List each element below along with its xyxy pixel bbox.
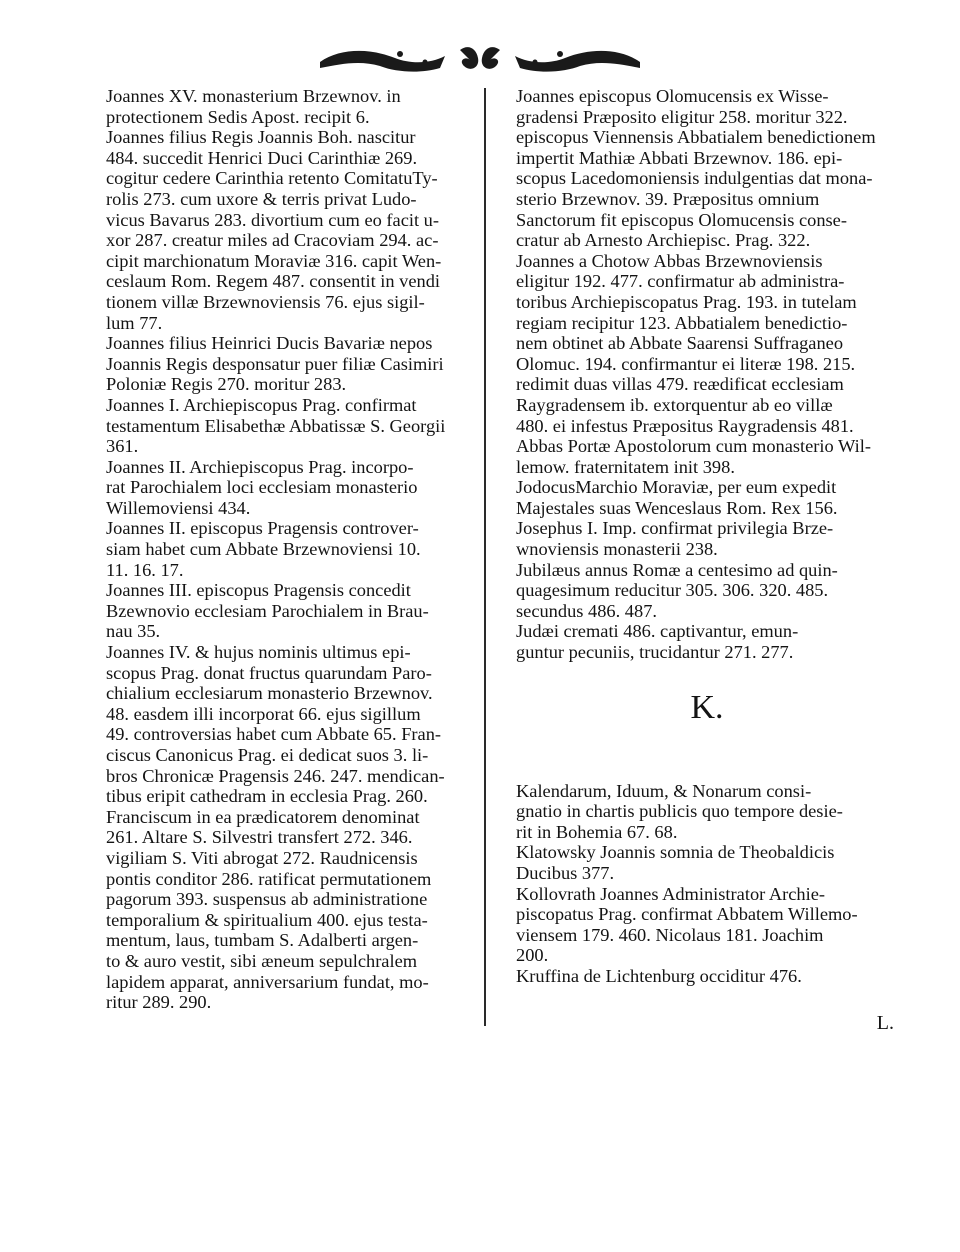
entry-joannes-xv [82, 86, 480, 127]
text-line: Kruffina de Lichtenburg occiditur 476. [516, 965, 802, 986]
text-line: Joannes IV. & hujus nominis ultimus epi- [106, 642, 411, 663]
text-line: guntur pecuniis, trucidantur 271. 277. [516, 642, 794, 663]
text-line: Abbas Portæ Apostolorum cum monasterio Wil- [516, 436, 871, 457]
text-line: rit in Bohemia 67. 68. [516, 821, 678, 842]
right-column [492, 86, 922, 987]
entry-joannes-episcopus-olomucensis [492, 86, 922, 251]
text-line: regiam recipitur 123. Abbatialem benedictio- [516, 312, 848, 333]
text-line: 49. controversias habet cum Abbate 65. Fran- [106, 724, 442, 745]
text-line: ritur 289. 290. [106, 992, 212, 1013]
text-line: Joannes II. episcopus Pragensis controver- [106, 518, 419, 539]
text-line: lemow. fraternitatem init 398. [516, 456, 735, 477]
text-line: rolis 273. cum uxore & terris privat Ludo- [106, 188, 417, 209]
text-line: Bzewnovio ecclesiam Parochialem in Brau- [106, 600, 429, 621]
catchword: L. [876, 1012, 894, 1034]
text-line: Judæi cremati 486. captivantur, emun- [516, 621, 799, 642]
text-line: scopus Prag. donat fructus quarundam Paro- [106, 662, 432, 683]
text-line: cratur ab Arnesto Archiepisc. Prag. 322. [516, 230, 811, 251]
text-line: temporalium & spiritualium 400. ejus testa- [106, 909, 428, 930]
text-line: vigiliam S. Viti abrogat 272. Raudnicensis [106, 847, 418, 868]
entry-klatowsky [492, 842, 922, 883]
text-line: xor 287. creatur miles ad Cracoviam 294. ac- [106, 230, 439, 251]
entry-jodocus [492, 477, 922, 518]
text-line: quagesimum reducitur 305. 306. 320. 485. [516, 580, 829, 601]
text-line: piscopatus Prag. confirmat Abbatem Willemo- [516, 904, 858, 925]
column-divider [484, 88, 486, 1026]
entry-judaei [492, 621, 922, 662]
header-ornament [300, 38, 660, 80]
text-line: Ducibus 377. [516, 863, 615, 883]
text-line: pagorum 393. suspensus ab administratione [106, 889, 428, 910]
text-line: 200. [516, 945, 549, 966]
entry-joannes-filius-heinrici [82, 333, 480, 395]
text-line: protectionem Sedis Apost. recipit 6. [106, 106, 370, 127]
text-line: Joannes filius Heinrici Ducis Bavariæ nepos [106, 333, 433, 354]
text-line: Joannes III. episcopus Pragensis concedit [106, 580, 411, 601]
text-line: Klatowsky Joannis somnia de Theobaldicis [516, 842, 835, 863]
text-line: 361. [106, 436, 139, 457]
text-line: Majestales suas Wenceslaus Rom. Rex 156. [516, 497, 838, 518]
text-line: impertit Mathiæ Abbati Brzewnov. 186. epi- [516, 147, 843, 168]
text-line: eligitur 192. 477. confirmatur ab administra- [516, 271, 845, 292]
text-line: pontis conditor 286. ratificat permutationem [106, 868, 432, 889]
text-line: Poloniæ Regis 270. moritur 283. [106, 374, 347, 395]
text-line: 11. 16. 17. [106, 559, 184, 580]
text-line: Jubilæus annus Romæ a centesimo ad quin- [516, 559, 838, 580]
text-line: lum 77. [106, 312, 163, 333]
entry-joannes-a-chotow [492, 251, 922, 478]
text-line: tionem villæ Brzewnoviensis 76. ejus sigil- [106, 291, 425, 312]
text-line: Joannes II. Archiepiscopus Prag. incorpo- [106, 456, 414, 477]
entry-kruffina [492, 966, 922, 987]
entry-joannes-iv [82, 642, 480, 1013]
text-line: bros Chronicæ Pragensis 246. 247. mendican- [106, 765, 445, 786]
text-line: lapidem apparat, anniversarium fundat, mo- [106, 971, 429, 992]
text-line: gnatio in chartis publicis quo tempore desie- [516, 801, 843, 822]
entry-kalendarum [492, 781, 922, 843]
entry-joannes-ii-archiepiscopus [82, 457, 480, 519]
text-line: testamentum Elisabethæ Abbatissæ S. Georgii [106, 415, 446, 436]
text-line: sterio Brzewnov. 39. Præpositus omnium [516, 188, 820, 209]
text-line: 480. ei infestus Præpositus Raygradensis 481. [516, 415, 854, 436]
text-line: Joannes XV. monasterium Brzewnov. in [106, 86, 401, 106]
text-line: episcopus Viennensis Abbatialem benedictionem [516, 127, 876, 148]
text-line: nau 35. [106, 621, 161, 642]
entry-joannes-iii [82, 580, 480, 642]
entry-joannes-filius-regis [82, 127, 480, 333]
text-line: rat Parochialem loci ecclesiam monasterio [106, 477, 418, 498]
text-line: redimit duas villas 479. reædificat ecclesiam [516, 374, 844, 395]
text-line: Joannis Regis desponsatur puer filiæ Casimiri [106, 353, 444, 374]
text-line: mentum, laus, tumbam S. Adalberti argen- [106, 930, 419, 951]
text-line: tibus eripit cathedram in ecclesia Prag. 260. [106, 786, 428, 807]
text-line: Raygradensem ib. extorquentur ab eo villæ [516, 394, 833, 415]
text-line: vicus Bavarus 283. divortium cum eo facit u- [106, 209, 439, 230]
text-line: siam habet cum Abbate Brzewnoviensi 10. [106, 539, 421, 560]
text-line: chialium ecclesiarum monasterio Brzewnov. [106, 683, 433, 704]
text-line: viensem 179. 460. Nicolaus 181. Joachim [516, 924, 824, 945]
text-line: 484. succedit Henrici Duci Carinthiæ 269. [106, 147, 418, 168]
text-line: secundus 486. 487. [516, 600, 657, 621]
text-line: Joannes filius Regis Joannis Boh. nascitur [106, 127, 416, 148]
text-line: Willemoviensi 434. [106, 497, 251, 518]
section-heading-k: K. [690, 688, 724, 726]
text-line: nem obtinet ab Abbate Saarensi Suffraganeo [516, 333, 844, 354]
left-column [82, 86, 480, 1013]
text-line: cipit marchionatum Moraviæ 316. capit Wen- [106, 250, 442, 271]
text-line: scopus Lacedomoniensis indulgentias dat mona- [516, 168, 873, 189]
entry-josephus [492, 518, 922, 559]
text-line: Kollovrath Joannes Administrator Archie- [516, 883, 826, 904]
text-line: JodocusMarchio Moraviæ, per eum expedit [516, 477, 837, 498]
text-line: to & auro vestit, sibi æneum sepulchralem [106, 950, 418, 971]
text-line: Joannes a Chotow Abbas Brzewnoviensis [516, 250, 823, 271]
text-line: Olomuc. 194. confirmantur ei literæ 198. 215. [516, 353, 856, 374]
text-line: ceslaum Rom. Regem 487. consentit in vendi [106, 271, 441, 292]
text-line: Kalendarum, Iduum, & Nonarum consi- [516, 780, 812, 801]
text-line: Josephus I. Imp. confirmat privilegia Brze- [516, 518, 834, 539]
text-line: 261. Altare S. Silvestri transfert 272. 346. [106, 827, 413, 848]
entry-joannes-ii-episcopus [82, 518, 480, 580]
text-line: gradensi Præposito eligitur 258. moritur 322. [516, 106, 848, 127]
text-line: cogitur cedere Carinthia retento ComitatuTy- [106, 168, 438, 189]
text-line: ciscus Canonicus Prag. ei dedicat suos 3. li- [106, 745, 429, 765]
entry-kollovrath [492, 884, 922, 966]
entry-joannes-i-archiepiscopus [82, 395, 480, 457]
text-line: toribus Archiepiscopatus Prag. 193. in tutelam [516, 291, 857, 312]
text-line: 48. easdem illi incorporat 66. ejus sigillum [106, 703, 421, 724]
text-line: wnoviensis monasterii 238. [516, 539, 718, 560]
text-line: Joannes episcopus Olomucensis ex Wisse- [516, 86, 829, 106]
text-line: Joannes I. Archiepiscopus Prag. confirmat [106, 394, 417, 415]
text-line: Franciscum in ea prædicatorem denominat [106, 806, 420, 827]
text-line: Sanctorum fit episcopus Olomucensis conse- [516, 209, 847, 230]
entry-jubilaeus [492, 560, 922, 622]
